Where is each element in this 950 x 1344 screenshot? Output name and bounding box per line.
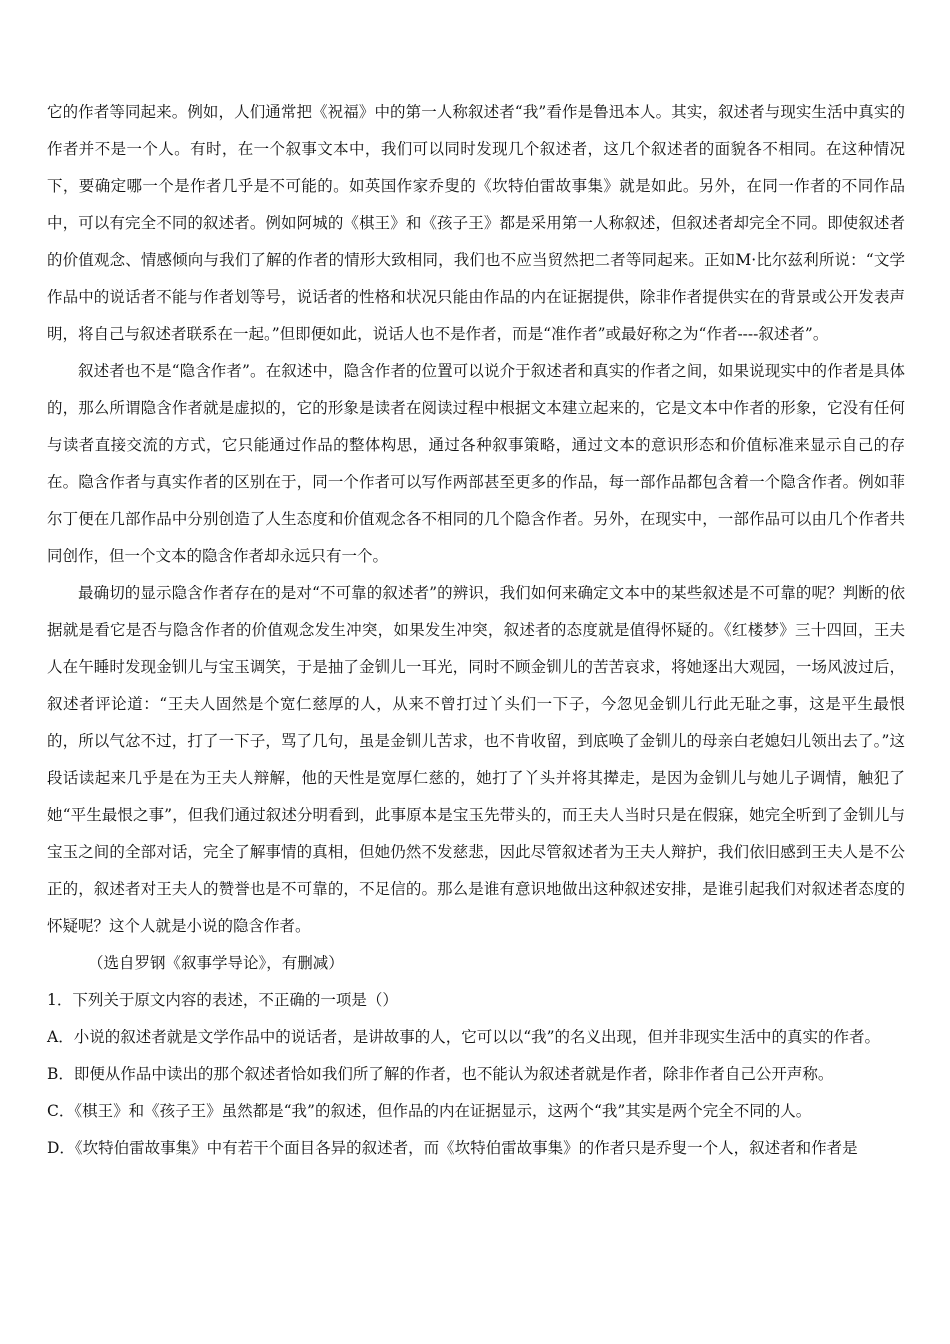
source-citation: （选自罗钢《叙事学导论》，有删减） <box>88 954 344 972</box>
question-stem: 1．下列关于原文内容的表述，不正确的一项是（） <box>47 991 398 1009</box>
document-page <box>47 94 905 1167</box>
paragraph-2: 叙述者也不是“隐含作者”。在叙述中，隐含作者的位置可以说介于叙述者和真实的作者之间，如果说现实中的作者是具体的，那么所谓隐含作者就是虚拟的，它的形象是读者在阅读过程中根据文本建立起来的，它是文本中作者的形象，它没有任何与读者直接交流的方式，它只能通过作品的整体构思，通过各种叙事策略，通过文本的意识形态和价值标准来显示自己的存在。隐含作者与真实作者的区别在于，同一个作者可以写作两部甚至更多的作品，每一部作品都包含着一个隐含作者。例如菲尔丁便在几部作品中分别创造了人生态度和价值观念各不相同的几个隐含作者。另外，在现实中，一部作品可以由几个作者共同创作，但一个文本的隐含作者却永远只有一个。 <box>47 362 905 565</box>
option-d: D．《坎特伯雷故事集》中有若干个面目各异的叙述者，而《坎特伯雷故事集》的作者只是乔叟一个人，叙述者和作者是 <box>47 1139 858 1157</box>
paragraph-1: 它的作者等同起来。例如，人们通常把《祝福》中的第一人称叙述者“我”看作是鲁迅本人。其实，叙述者与现实生活中真实的作者并不是一个人。有时，在一个叙事文本中，我们可以同时发现几个叙述者，这几个叙述者的面貌各不相同。在这种情况下，要确定哪一个是作者几乎是不可能的。如英国作家乔叟的《坎特伯雷故事集》就是如此。另外，在同一作者的不同作品中，可以有完全不同的叙述者。例如阿城的《棋王》和《孩子王》都是采用第一人称叙述，但叙述者却完全不同。即使叙述者的价值观念、情感倾向与我们了解的作者的情形大致相同，我们也不应当贸然把二者等同起来。正如M·比尔兹利所说：“文学作品中的说话者不能与作者划等号，说话者的性格和状况只能由作品的内在证据提供，除非作者提供实在的背景或公开发表声明，将自己与叙述者联系在一起。”但即便如此，说话人也不是作者，而是“准作者”或最好称之为“作者----叙述者”。 <box>47 103 905 343</box>
option-c: C．《棋王》和《孩子王》虽然都是“我”的叙述，但作品的内在证据显示，这两个“我”其实是两个完全不同的人。 <box>47 1102 812 1120</box>
paragraph-3: 最确切的显示隐含作者存在的是对“不可靠的叙述者”的辨识，我们如何来确定文本中的某些叙述是不可靠的呢？判断的依据就是看它是否与隐含作者的价值观念发生冲突，如果发生冲突，叙述者的态度就是值得怀疑的。《红楼梦》三十四回，王夫人在午睡时发现金钏儿与宝玉调笑，于是抽了金钏儿一耳光，同时不顾金钏儿的苦苦哀求，将她逐出大观园，一场风波过后，叙述者评论道：“王夫人固然是个宽仁慈厚的人，从来不曾打过丫头们一下子，今忽见金钏儿行此无耻之事，这是平生最恨的，所以气忿不过，打了一下子，骂了几句，虽是金钏儿苦求，也不肯收留，到底唤了金钏儿的母亲白老媳妇儿领出去了。”这段话读起来几乎是在为王夫人辩解，他的天性是宽厚仁慈的，她打了丫头并将其撵走，是因为金钏儿与她儿子调情，触犯了她“平生最恨之事”，但我们通过叙述分明看到，此事原本是宝玉先带头的，而王夫人当时只是在假寐，她完全听到了金钏儿与宝玉之间的全部对话，完全了解事情的真相，但她仍然不发慈悲，因此尽管叙述者为王夫人辩护，我们依旧感到王夫人是不公正的，叙述者对王夫人的赞誉也是不可靠的，不足信的。那么是谁有意识地做出这种叙述安排，是谁引起我们对叙述者态度的怀疑呢？这个人就是小说的隐含作者。 <box>47 584 905 935</box>
option-b: B．即便从作品中读出的那个叙述者恰如我们所了解的作者，也不能认为叙述者就是作者，除非作者自己公开声称。 <box>47 1065 834 1083</box>
option-a: A．小说的叙述者就是文学作品中的说话者，是讲故事的人，它可以以“我”的名义出现，但并非现实生活中的真实的作者。 <box>47 1028 881 1046</box>
